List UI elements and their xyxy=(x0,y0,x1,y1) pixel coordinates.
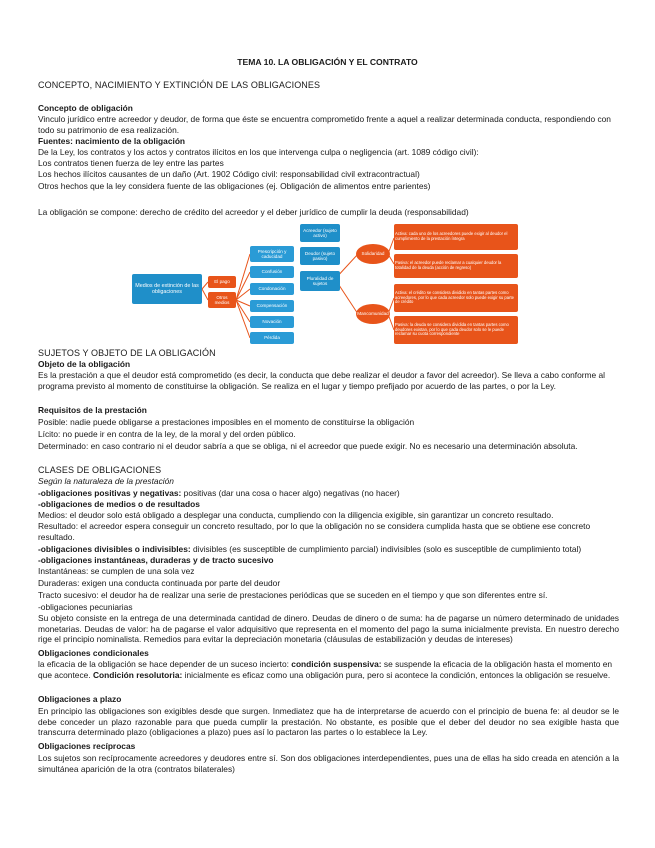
cond-resolutoria-text: inicialmente es eficaz como una obligación pura, pero si acontece la condición, entonces la obligación se resuelve. xyxy=(182,669,611,680)
cond-intro: la eficacia de la obligación se hace depender de un suceso incierto: xyxy=(38,659,292,669)
reciprocas-heading: Obligaciones recíprocas xyxy=(38,741,136,751)
cond-suspensiva-text: se suspende la eficacia de la obligación hasta el momento en que acontece. xyxy=(38,659,613,680)
requisito-item: Posible: nadie puede obligarse a prestaciones imposibles en el momento de constituirse la obligación xyxy=(38,417,415,427)
fuentes-item: Otros hechos que la ley considera fuente de las obligaciones (ej. Obligación de alimentos entre parientes) xyxy=(38,181,431,191)
solidaridad-oval: Solidaridad xyxy=(356,244,390,264)
fuentes-item: Los contratos tienen fuerza de ley entre las partes xyxy=(38,158,224,168)
divisibles-text: divisibles (es susceptible de cumplimiento parcial) indivisibles (solo es susceptible de cumplimiento total) xyxy=(190,544,582,554)
section-heading-sujetos: SUJETOS Y OBJETO DE LA OBLIGACIÓN xyxy=(38,348,216,358)
fuentes-item: De la Ley, los contratos y los actos y contratos ilícitos en los que intervenga culpa o negligencia (art. 1089 código civil): xyxy=(38,147,479,157)
condonacion-box: Condonación xyxy=(250,283,294,295)
mancomunidad-pasiva-box: Pasiva: la deuda se considera dividida en tantas partes como deudores existan, por lo que cada deudor solo se le puede reclamar su cuota correspondiente xyxy=(394,316,518,344)
requisitos-heading: Requisitos de la prestación xyxy=(38,405,147,415)
mancomunidad-oval: Mancomunidad xyxy=(356,304,390,324)
pluralidad-box: Pluralidad de sujetos xyxy=(300,271,340,291)
otros-medios-box: Otros medios xyxy=(208,292,236,308)
mancomunidad-activa-box: Activa: el crédito se considera dividido en tantas partes como acreedores, por lo que cada acreedor solo puede exigir su parte de crédito xyxy=(394,284,518,312)
pecuniarias-text: Su objeto consiste en la entrega de una determinada cantidad de dinero. Deudas de dinero o de suma: ha de pagarse un número determinado de unidades monetarias. Deudas de valor: ha de pagarse el valor adquisitivo que representa en el momento del pago la suma inicialmente prevista. En nuestro derecho rige el principio nominalista. Remedios para evitar la depreciación monetaria (cláusulas de estabilización y deudas de intereses) xyxy=(38,613,619,645)
pago-box: El pago xyxy=(208,276,236,288)
instantaneas-heading: -obligaciones instantáneas, duraderas y de tracto sucesivo xyxy=(38,555,274,565)
obligations-diagram xyxy=(130,214,522,346)
condicionales-heading: Obligaciones condicionales xyxy=(38,648,149,658)
solidaridad-pasiva-box: Pasiva: el acreedor puede reclamar a cualquier deudor la totalidad de la deuda (acción de regreso) xyxy=(394,254,518,278)
medios-extincion-box: Medios de extinción de las obligaciones xyxy=(132,274,202,304)
confusion-box: Confusión xyxy=(250,266,294,278)
fuentes-heading: Fuentes: nacimiento de la obligación xyxy=(38,136,186,146)
section-heading-clases: CLASES DE OBLIGACIONES xyxy=(38,465,162,475)
instantaneas-text: Instantáneas: se cumplen de una sola vez xyxy=(38,566,195,576)
requisito-item: Determinado: en caso contrario ni el deudor sabría a que se obliga, ni el acreedor que puede exigir. No es necesario una determinación absoluta. xyxy=(38,441,578,451)
divisibles xyxy=(38,544,619,555)
solidaridad-activa-box: Activa: cada uno de los acreedores puede exigir al deudor el cumplimiento de la prestación íntegra xyxy=(394,224,518,250)
prescripcion-box: Prescripción y caducidad xyxy=(250,246,294,262)
duraderas-text: Duraderas: exigen una conducta continuada por parte del deudor xyxy=(38,578,281,588)
medios-text: Medios: el deudor solo está obligado a desplegar una conducta, cumpliendo con la diligencia exigible, sin garantizar un concreto resultado. xyxy=(38,510,554,520)
tracto-text: Tracto sucesivo: el deudor ha de realizar una serie de prestaciones periódicas que se suceden en el tiempo y que son diferentes entre sí. xyxy=(38,590,548,600)
segun-naturaleza: Según la naturaleza de la prestación xyxy=(38,476,174,486)
fuentes-item: Los hechos ilícitos causantes de un daño (Art. 1902 Código civil: responsabilidad civil extracontractual) xyxy=(38,169,420,179)
positivas-label: -obligaciones positivas y negativas: xyxy=(38,488,182,498)
resultado-text: Resultado: el acreedor espera conseguir un concreto resultado, por lo que la obligación no se considera cumplida hasta que se obtiene ese concreto resultado. xyxy=(38,521,591,542)
reciprocas-text: Los sujetos son recíprocamente acreedores y deudores entre sí. Son dos obligaciones interdependientes, pues una de ellas ha sido creada en atención a la simultánea aparición de la otra (contratos bilaterales) xyxy=(38,753,619,774)
medios-resultados-heading: -obligaciones de medios o de resultados xyxy=(38,499,200,509)
cond-suspensiva-label: condición suspensiva: xyxy=(291,659,382,669)
page-title: TEMA 10. LA OBLIGACIÓN Y EL CONTRATO xyxy=(237,57,418,67)
plazo-text: En principio las obligaciones son exigibles desde que surgen. Inmediatez que ha de interpretarse de acuerdo con el principio de buena fe: al deudor se le debe conceder un plazo razonable para que pueda cumplir la prestación. No obstante, es posible que el deber del deudor no sea exigible hasta que transcurra determinado plazo (obligaciones a plazo) pues así lo pactaron las partes o lo establece la Ley. xyxy=(38,706,619,738)
condicionales-text xyxy=(38,659,619,680)
positivas-text: positivas (dar una cosa o hacer algo) negativas (no hacer) xyxy=(181,488,400,498)
acreedor-box: Acreedor (sujeto activo) xyxy=(300,224,340,242)
divisibles-label: -obligaciones divisibles o indivisibles: xyxy=(38,544,191,554)
objeto-text: Es la prestación a que el deudor está comprometido (es decir, la conducta que debe realizar el deudor a favor del acreedor). Se lleva a cabo conforme al programa previsto al momento de constituirse la obligación. Se realiza en el lugar y tiempo prefijado por acuerdo de las partes, o por la Ley. xyxy=(38,370,606,391)
deudor-box: Deudor (sujeto pasivo) xyxy=(300,247,340,265)
compensacion-box: Compensación xyxy=(250,300,294,312)
concepto-heading: Concepto de obligación xyxy=(38,103,133,113)
compone-text: La obligación se compone: derecho de crédito del acreedor y el deber jurídico de cumplir la deuda (responsabilidad) xyxy=(38,207,469,217)
concepto-text: Vinculo jurídico entre acreedor y deudor, de forma que éste se encuentra comprometido frente a aquel a realizar determinada conducta, respondiendo con todo su patrimonio de esa realización. xyxy=(38,114,611,135)
perdida-box: Pérdida xyxy=(250,332,294,344)
objeto-heading: Objeto de la obligación xyxy=(38,359,131,369)
section-heading-concepto: CONCEPTO, NACIMIENTO Y EXTINCIÓN DE LAS OBLIGACIONES xyxy=(38,80,321,90)
requisito-item: Lícito: no puede ir en contra de la ley, de la moral y del orden público. xyxy=(38,429,296,439)
plazo-heading: Obligaciones a plazo xyxy=(38,694,122,704)
novacion-box: Novación xyxy=(250,316,294,328)
positivas-negativas xyxy=(38,488,619,499)
cond-resolutoria-label: Condición resolutoria: xyxy=(92,669,183,680)
pecuniarias-heading: -obligaciones pecuniarias xyxy=(38,602,133,612)
